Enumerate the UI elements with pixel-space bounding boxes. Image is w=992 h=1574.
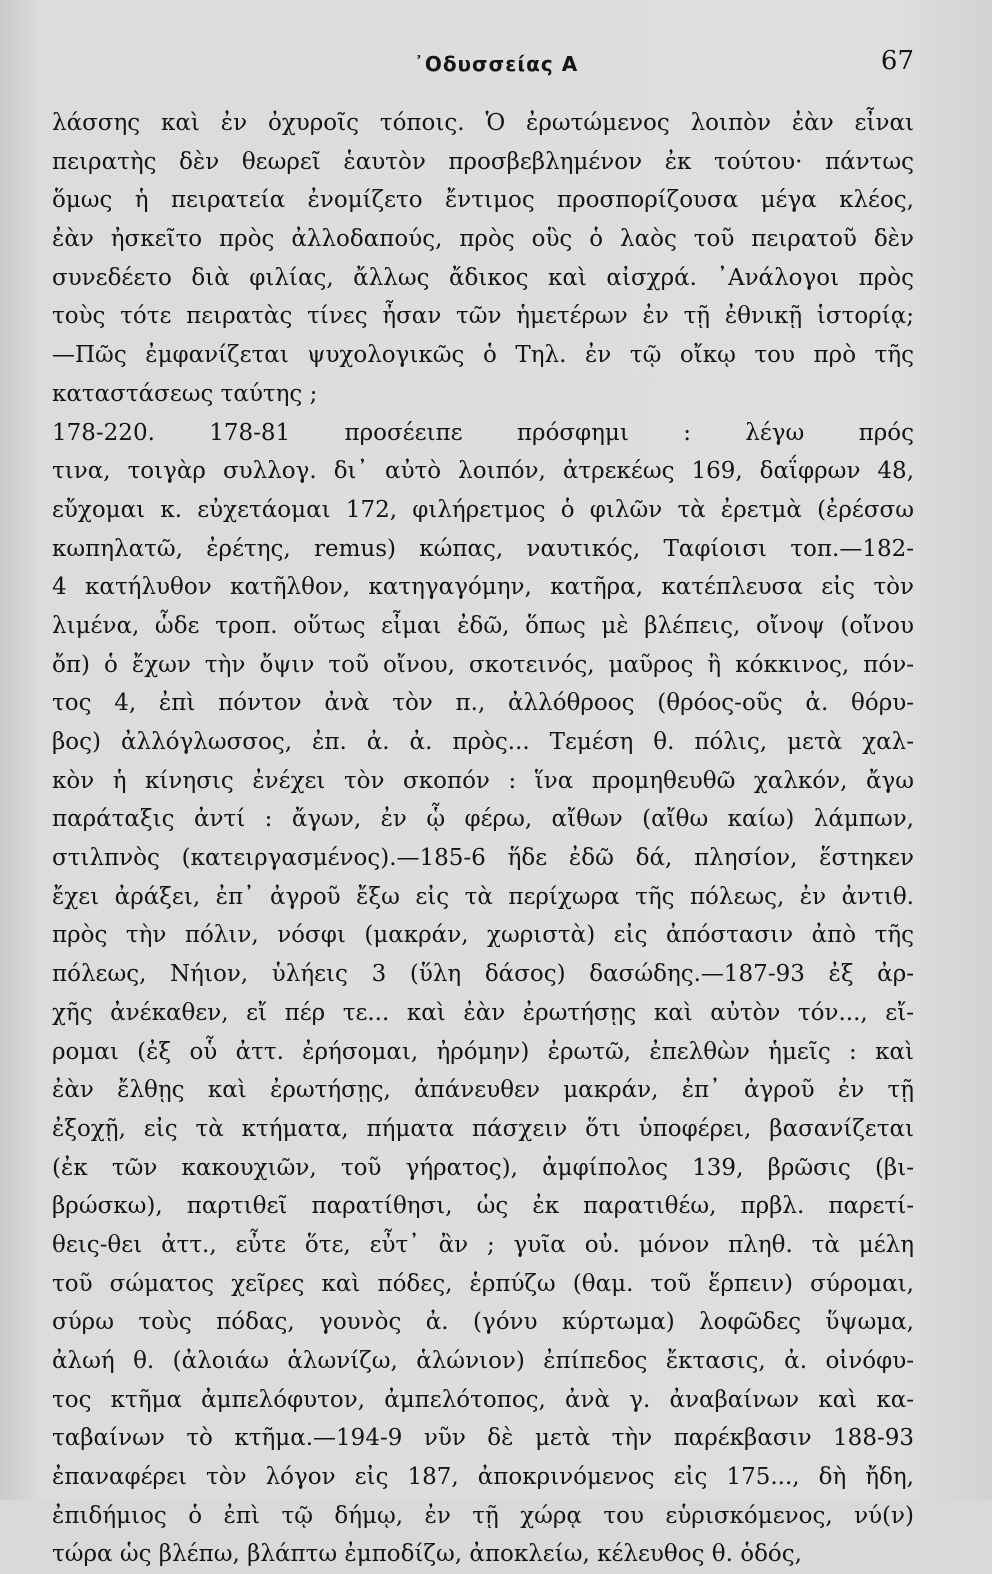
text-line: τος 4, ἐπὶ πόντον ἀνὰ τὸν π., ἀλλόθροος (θρόος-οῦς ἀ. θόρυ- — [52, 690, 914, 717]
text-line: τοῦ σώματος χεῖρες καὶ πόδες, ἑρπύζω (θαμ. τοῦ ἕρπειν) σύρομαι, — [52, 1270, 914, 1297]
page-number: 67 — [880, 46, 914, 76]
page-header — [0, 40, 992, 84]
text-line: τοὺς τότε πειρατὰς τίνες ἦσαν τῶν ἡμετέρων ἐν τῇ ἐθνικῇ ἱστορίᾳ; — [52, 303, 914, 330]
text-line: —Πῶς ἐμφανίζεται ψυχολογικῶς ὁ Τηλ. ἐν τῷ οἴκῳ του πρὸ τῆς — [52, 342, 914, 369]
text-line: κὸν ἡ κίνησις ἐνέχει τὸν σκοπόν : ἵνα προμηθευθῶ χαλκόν, ἄγω — [52, 767, 914, 794]
text-line: τινα, τοιγὰρ συλλογ. δι᾿ αὐτὸ λοιπόν, ἀτρεκέως 169, δαΐφρων 48, — [52, 458, 914, 485]
text-line: βος) ἀλλόγλωσσος, ἐπ. ἀ. ἀ. πρὸς... Τεμέση θ. πόλις, μετὰ χαλ- — [52, 729, 914, 755]
text-line: ὅμως ἡ πειρατεία ἐνομίζετο ἔντιμος προσπορίζουσα μέγα κλέος, — [52, 187, 914, 214]
text-line: ἐπαναφέρει τὸν λόγον εἰς 187, ἀποκρινόμενος εἰς 175..., δὴ ἤδη, — [52, 1464, 914, 1491]
commentary-text — [52, 104, 914, 1574]
text-line: ταβαίνων τὸ κτῆμα.—194-9 νῦν δὲ μετὰ τὴν παρέκβασιν 188-93 — [52, 1425, 914, 1452]
text-line: ρομαι (ἐξ οὗ ἀττ. ἐρήσομαι, ἠρόμην) ἐρωτῶ, ἐπελθὼν ἡμεῖς : καὶ — [52, 1038, 914, 1065]
text-line: 178-220. 178-81 προσέειπε πρόσφημι : λέγω πρός — [52, 419, 914, 446]
text-line: λάσσης καὶ ἐν ὀχυροῖς τόποις. Ὁ ἐρωτώμενος λοιπὸν ἐὰν εἶναι — [52, 110, 914, 136]
text-line: ἐπιδήμιος ὁ ἐπὶ τῷ δήμῳ, ἐν τῇ χώρᾳ του εὑρισκόμενος, νύ(ν) — [52, 1502, 914, 1529]
text-line: ἀλωή θ. (ἀλοιάω ἁλωνίζω, ἁλώνιον) ἐπίπεδος ἔκτασις, ἀ. οἰνόφυ- — [52, 1348, 914, 1374]
text-line: λιμένα, ὧδε τροπ. οὕτως εἶμαι ἐδῶ, ὅπως μὲ βλέπεις, οἴνοψ (οἴνου — [52, 612, 914, 639]
text-line: συνεδέετο διὰ φιλίας, ἄλλως ἄδικος καὶ αἰσχρά. ᾿Ανάλογοι πρὸς — [52, 264, 914, 291]
text-line: ὄπ) ὁ ἔχων τὴν ὄψιν τοῦ οἴνου, σκοτεινός, μαῦρος ἢ κόκκινος, πόν- — [52, 651, 914, 678]
text-line: βρώσκω), παρτιθεῖ παρατίθησι, ὡς ἐκ παρατιθέω, πρβλ. παρετί- — [52, 1193, 914, 1220]
running-title: ᾿Οδυσσείας Α — [413, 52, 579, 76]
text-line: πρὸς τὴν πόλιν, νόσφι (μακράν, χωριστὰ) εἰς ἀπόστασιν ἀπὸ τῆς — [52, 922, 914, 949]
text-line: ἐὰν ἔλθῃς καὶ ἐρωτήσῃς, ἀπάνευθεν μακράν, ἐπ᾿ ἀγροῦ ἐν τῇ — [52, 1077, 914, 1104]
text-line: κωπηλατῶ, ἐρέτης, remus) κώπας, ναυτικός, Ταφίοισι τοπ.—182- — [52, 535, 914, 562]
text-line: παράταξις ἀντί : ἄγων, ἐν ᾧ φέρω, αἴθων (αἴθω καίω) λάμπων, — [52, 806, 914, 833]
text-line: πόλεως, Νήιον, ὑλήεις 3 (ὕλη δάσος) δασώδης.—187-93 ἐξ ἀρ- — [52, 961, 914, 988]
text-line: χῆς ἀνέκαθεν, εἴ πέρ τε... καὶ ἐὰν ἐρωτήσῃς καὶ αὐτὸν τόν..., εἴ- — [52, 999, 914, 1026]
text-line: θεις-θει ἀττ., εὖτε ὅτε, εὖτ᾿ ἂν ; γυῖα οὐ. μόνον πληθ. τὰ μέλη — [52, 1231, 914, 1258]
text-line: ἐὰν ἠσκεῖτο πρὸς ἀλλοδαπούς, πρὸς οὓς ὁ λαὸς τοῦ πειρατοῦ δὲν — [52, 226, 914, 253]
text-line: τώρα ὡς βλέπω, βλάπτω ἐμποδίζω, ἀποκλείω, κέλευθος θ. ὁδός, — [52, 1541, 802, 1568]
text-line: (ἐκ τῶν κακουχιῶν, τοῦ γήρατος), ἀμφίπολος 139, βρῶσις (βι- — [52, 1154, 914, 1181]
text-line: σύρω τοὺς πόδας, γουνὸς ἀ. (γόνυ κύρτωμα) λοφῶδες ὕψωμα, — [52, 1309, 914, 1336]
text-line: στιλπνὸς (κατειργασμένος).—185-6 ἥδε ἐδῶ δά, πλησίον, ἕστηκεν — [52, 845, 914, 872]
text-line: τος κτῆμα ἀμπελόφυτον, ἀμπελότοπος, ἀνὰ γ. ἀναβαίνων καὶ κα- — [52, 1386, 914, 1413]
text-line: εὔχομαι κ. εὐχετάομαι 172, φιλήρετμος ὁ φιλῶν τὰ ἐρετμὰ (ἐρέσσω — [52, 496, 914, 523]
text-line: ἔχει ἀράξει, ἐπ᾿ ἀγροῦ ἔξω εἰς τὰ περίχωρα τῆς πόλεως, ἐν ἀντιθ. — [52, 883, 914, 910]
text-line: καταστάσεως ταύτης ; — [52, 380, 318, 407]
text-line: πειρατὴς δὲν θεωρεῖ ἑαυτὸν προσβεβλημένον ἐκ τούτου· πάντως — [52, 148, 914, 175]
text-line: ἐξοχῇ, εἰς τὰ κτήματα, πήματα πάσχειν ὅτι ὑποφέρει, βασανίζεται — [52, 1115, 914, 1142]
text-line: 4 κατήλυθον κατῆλθον, κατηγαγόμην, κατῆρα, κατέπλευσα εἰς τὸν — [52, 574, 914, 601]
